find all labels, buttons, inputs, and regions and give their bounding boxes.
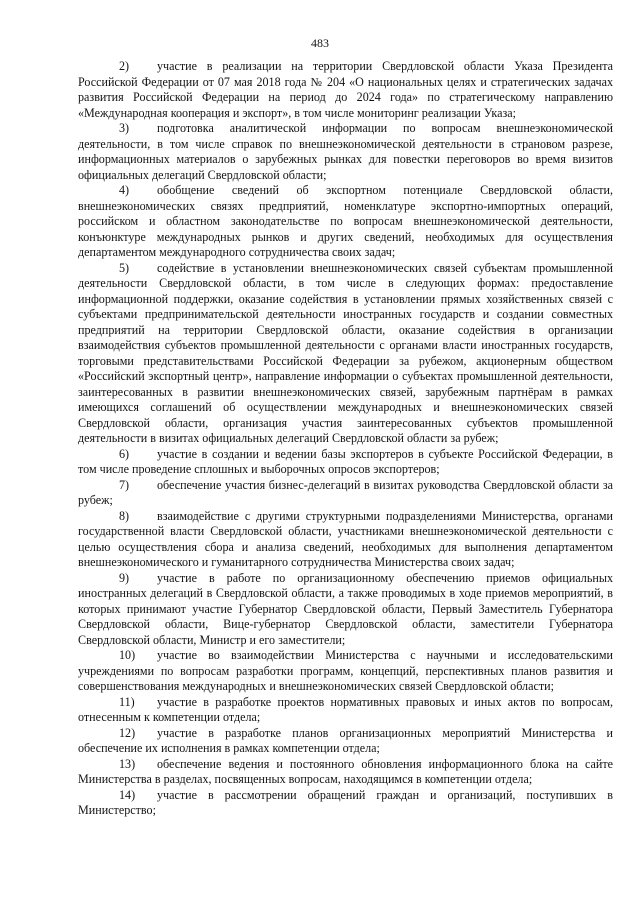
item-number: 7): [119, 477, 130, 492]
item-text: обеспечение ведения и постоянного обновления информационного блока на сайте Министерства в разделах, посвященных вопросам, находящимся в компетенции отдела;: [78, 756, 613, 786]
item-number: 9): [119, 570, 130, 585]
item-text: обеспечение участия бизнес-делегаций в визитах руководства Свердловской области за рубеж;: [78, 477, 613, 507]
item-number: 3): [119, 121, 130, 135]
list-item-3: [78, 121, 613, 183]
item-text: участие во взаимодействии Министерства с научными и исследовательскими учреждениями по вопросам разработки программ, концепций, перспективных планов развития и совершенствования международных и внешнеэкономических связей Свердловской области;: [78, 648, 613, 693]
item-text: участие в рассмотрении обращений граждан и организаций, поступивших в Министерство;: [78, 787, 613, 817]
item-text: взаимодействие с другими структурными подразделениями Министерства, органами государственной власти Свердловской области, участниками внешнеэкономической деятельности с целью осуществления сбора и анализа сведений, необходимых для выполнения департаментом внешнеэкономического и гуманитарного сотрудничества Министерства своих задач;: [78, 508, 613, 569]
item-number: 14): [119, 787, 136, 802]
page-number: 483: [311, 36, 329, 50]
item-number: 13): [119, 756, 136, 771]
item-number: 4): [119, 183, 130, 197]
list-item-12: [78, 726, 613, 757]
item-number: 10): [119, 648, 136, 662]
list-item-14: [78, 788, 613, 819]
item-number: 5): [119, 260, 130, 275]
list-item-2: [78, 59, 613, 121]
item-text: участие в создании и ведении базы экспортеров в субъекте Российской Федерации, в том числе проведение сплошных и выборочных опросов экспортеров;: [78, 446, 613, 476]
item-text: подготовка аналитической информации по вопросам внешнеэкономической деятельности, в том числе справок по внешнеэкономической деятельности в страновом разрезе, информационных материалов о зарубежных рынках для повестки переговоров во время визитов официальных делегаций Свердловской области;: [78, 121, 613, 182]
item-text: участие в работе по организационному обеспечению приемов официальных иностранных делегаций в Свердловской области, а также проводимых в ходе приемов мероприятий, в которых принимают участие Губернатор Свердловской области, Первый Заместитель Губернатора Свердловской области, Вице-губернатор Свердловской области, заместители Губернатора Свердловской области, Министр и его заместители;: [78, 570, 613, 647]
list-item-5: [78, 261, 613, 447]
item-text: обобщение сведений об экспортном потенциале Свердловской области, внешнеэкономических связях предприятий, номенклатуре экспортно-импортных операций, российском и областном законодательстве по вопросам внешнеэкономической деятельности, конъюнктуре международных рынков и других сведений, необходимых для осуществления департаментом международного сотрудничества своих задач;: [78, 183, 613, 259]
item-number: 8): [119, 508, 130, 523]
list-item-9: [78, 571, 613, 649]
list-item-11: [78, 695, 613, 726]
list-item-8: [78, 509, 613, 571]
item-number: 2): [119, 59, 130, 73]
document-body: [78, 59, 613, 819]
list-item-10: [78, 648, 613, 695]
list-item-6: [78, 447, 613, 478]
item-number: 11): [119, 694, 135, 709]
item-text: участие в разработке планов организационных мероприятий Министерства и обеспечение их исполнения в рамках компетенции отдела;: [78, 725, 613, 755]
list-item-4: [78, 183, 613, 261]
item-text: участие в разработке проектов нормативных правовых и иных актов по вопросам, отнесенным к компетенции отдела;: [78, 694, 613, 724]
item-text: содействие в установлении внешнеэкономических связей субъектам промышленной деятельности Свердловской области, в том числе в следующих формах: предоставление информационной поддержки, оказание содействия в установлении прямых хозяйственных связей с субъектами предпринимательской деятельности иностранных государств и создании совместных предприятий на территории Свердловской области, оказание содействия в организации взаимодействия субъектов промышленной деятельности с органами власти иностранных государств, торговыми представительствами Российской Федерации за рубежом, акционерным обществом «Российский экспортный центр», направление информации о субъектах промышленной деятельности, заинтересованных в развитии внешнеэкономических связей, зарубежным партнёрам в рамках имеющихся соглашений об осуществлении международных и внешнеэкономических связей Свердловской области, организация участия заинтересованных субъектов промышленной деятельности в визитах официальных делегаций Свердловской области за рубеж;: [78, 260, 613, 445]
item-text: участие в реализации на территории Свердловской области Указа Президента Российской Федерации от 07 мая 2018 года № 204 «О национальных целях и стратегических задачах развития Российской Федерации на период до 2024 года» по стратегическому направлению «Международная кооперация и экспорт», в том числе мониторинг реализации Указа;: [78, 59, 613, 120]
item-number: 6): [119, 446, 130, 461]
list-item-7: [78, 478, 613, 509]
item-number: 12): [119, 725, 136, 740]
list-item-13: [78, 757, 613, 788]
